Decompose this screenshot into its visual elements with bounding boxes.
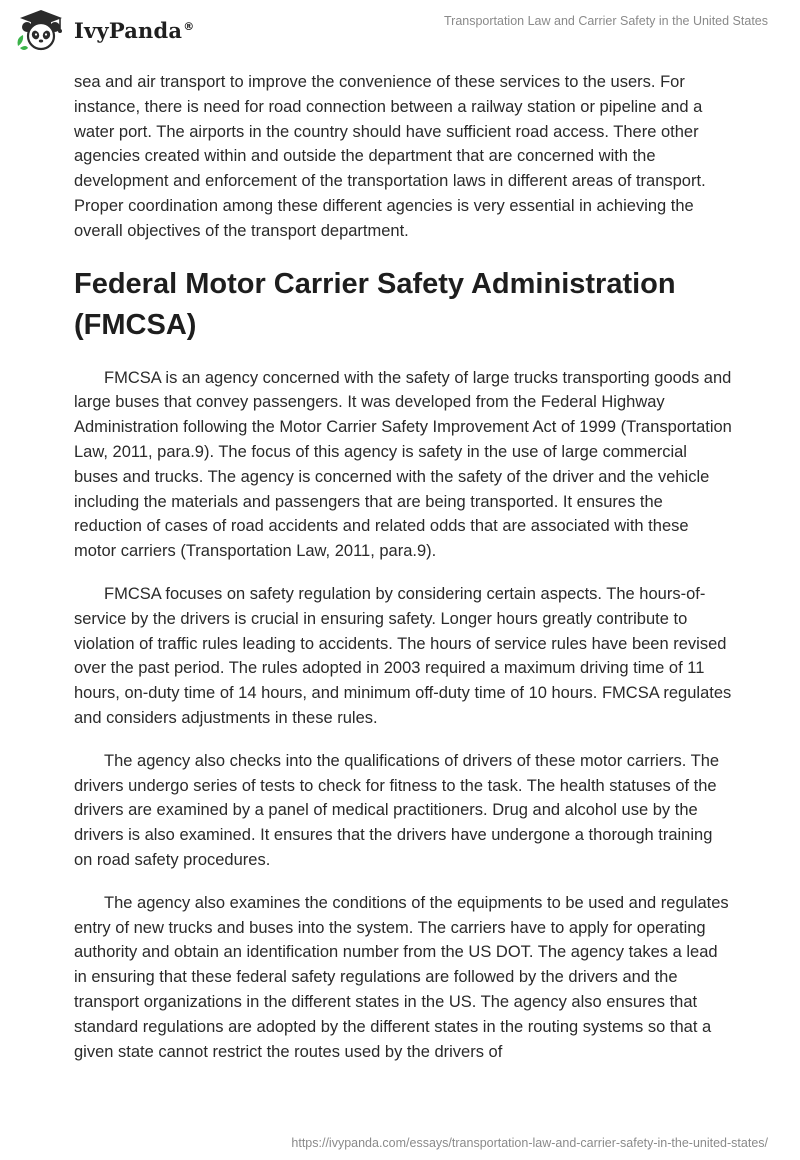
brand-name [74,18,194,43]
essay-content [74,70,734,1082]
body-paragraph: FMCSA is an agency concerned with the safety of large trucks transporting goods and large buses that convey passengers. It was developed from the Federal Highway Administration following the Motor Carrier Safety Improvement Act of 1999 (Transportation Law, 2011, para.9). The focus of this agency is safety in the use of large commercial buses and trucks. The agency is concerned with the safety of the driver and the vehicle including the materials and passengers that are being transported. It ensures the reduction of cases of road accidents and related odds that are associated with these motor carriers (Transportation Law, 2011, para.9). [74,368,732,561]
section-heading: Federal Motor Carrier Safety Administration (FMCSA) [74,267,676,341]
body-paragraph: The agency also examines the conditions of the equipments to be used and regulates entry of new trucks and buses into the system. The carriers have to apply for operating authority and obtain an identification number from the US DOT. The agency takes a lead in ensuring that these federal safety regulations are followed by the drivers and the transport organizations in the different states in the US. The agency also ensures that standard regulations are adopted by the different states in the routing systems so that a given state cannot restrict the routes used by the drivers of [74,893,729,1061]
brand-name-text: IvyPanda [74,17,183,43]
source-url-link[interactable]: https://ivypanda.com/essays/transportation-law-and-carrier-safety-in-the-united-states/ [291,1136,768,1150]
brand-logo[interactable] [14,8,194,52]
document-title: Transportation Law and Carrier Safety in the United States [443,14,768,28]
page-header [0,0,800,62]
intro-paragraph: sea and air transport to improve the convenience of these services to the users. For instance, there is need for road connection between a railway station or pipeline and a water port. The airports in the country should have sufficient road access. There other agencies created within and outside the department that are concerned with the development and enforcement of the transportation laws in different areas of transport. Proper coordination among these different agencies is very essential in achieving the overall objectives of the transport department. [74,73,706,240]
registered-mark: ® [183,19,195,33]
body-paragraph: FMCSA focuses on safety regulation by considering certain aspects. The hours-of-service by the drivers is crucial in ensuring safety. Longer hours greatly contribute to violation of traffic rules leading to accidents. The hours of service rules have been revised over the past period. The rules adopted in 2003 required a maximum driving time of 11 hours, on-duty time of 14 hours, and minimum off-duty time of 10 hours. FMCSA regulates and considers adjustments in these rules. [74,584,732,727]
panda-graduate-icon [14,8,68,52]
body-paragraph: The agency also checks into the qualifications of drivers of these motor carriers. The drivers undergo series of tests to check for fitness to the task. The health statuses of the drivers are examined by a panel of medical practitioners. Drug and alcohol use by the drivers is also examined. It ensures that the drivers have undergone a thorough training on road safety procedures. [74,751,720,869]
